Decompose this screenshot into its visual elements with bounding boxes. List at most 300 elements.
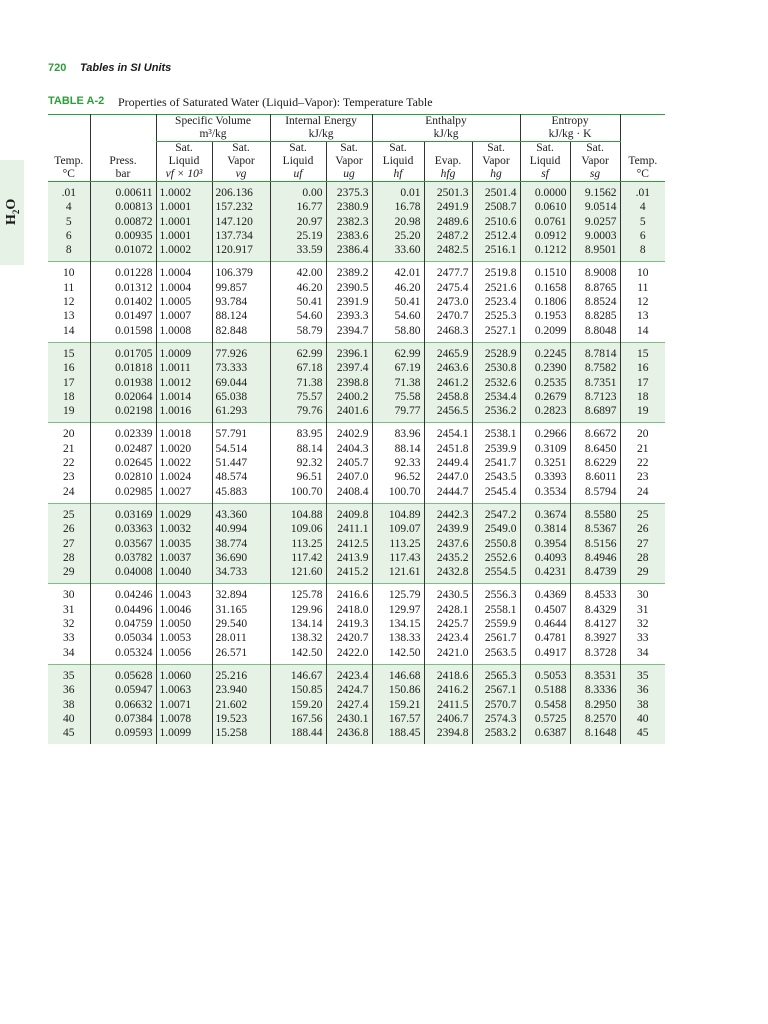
table-cell: 2463.6 [424, 361, 472, 375]
table-cell: 79.76 [270, 404, 326, 423]
table-cell: 121.61 [372, 565, 424, 584]
table-cell: 19 [48, 404, 90, 423]
table-row [48, 442, 665, 456]
table-cell: 12 [63, 296, 75, 309]
table-cell: 34 [63, 646, 75, 659]
table-cell: 33.59 [270, 243, 326, 262]
table-row [48, 309, 665, 323]
table-cell: 1.0050 [156, 617, 212, 631]
table-cell: 206.136 [212, 182, 270, 201]
table-cell: 2501.3 [424, 182, 472, 201]
table-cell: 0.4369 [520, 584, 570, 603]
table-cell: 9.1562 [570, 182, 620, 201]
table-row [48, 646, 665, 665]
table-cell: 2423.4 [424, 631, 472, 645]
table-cell: 1.0053 [156, 631, 212, 645]
col-temp2-header: Temp. °C [620, 115, 665, 182]
table-cell: 2554.5 [472, 565, 520, 584]
table-cell: 117.42 [270, 551, 326, 565]
table-row [48, 537, 665, 551]
table-cell: 20.97 [270, 215, 326, 229]
table-cell: 2435.2 [424, 551, 472, 565]
table-cell: 35 [620, 664, 665, 683]
table-cell: 2561.7 [472, 631, 520, 645]
table-cell: 2408.4 [326, 485, 372, 504]
table-cell: 14 [620, 324, 665, 343]
table-cell: 2380.9 [326, 200, 372, 214]
table-cell: 1.0002 [156, 182, 212, 201]
table-cell: 2465.9 [424, 342, 472, 361]
table-cell: 0.0912 [520, 229, 570, 243]
table-cell: 0.07384 [90, 712, 156, 726]
table-cell: 36.690 [212, 551, 270, 565]
table-cell: 82.848 [212, 324, 270, 343]
table-cell: 8.3728 [570, 646, 620, 665]
table-cell: 0.02810 [90, 470, 156, 484]
table-cell: 1.0071 [156, 698, 212, 712]
table-cell: 34.733 [212, 565, 270, 584]
table-cell: 2461.2 [424, 376, 472, 390]
table-cell: 2545.4 [472, 485, 520, 504]
table-cell: 0.04246 [90, 584, 156, 603]
table-cell: 28.011 [212, 631, 270, 645]
table-cell: 21 [620, 442, 665, 456]
table-cell: 1.0001 [156, 215, 212, 229]
table-cell: 2451.8 [424, 442, 472, 456]
table-row [48, 551, 665, 565]
table-cell: 0.00872 [90, 215, 156, 229]
table-cell: 2418.0 [326, 603, 372, 617]
table-cell: 1.0004 [156, 281, 212, 295]
table-cell: 13 [63, 310, 75, 323]
table-cell: 29 [620, 565, 665, 584]
table-cell: 20 [63, 428, 75, 441]
table-cell: 8.8285 [570, 309, 620, 323]
table-cell: 2432.8 [424, 565, 472, 584]
table-cell: 109.06 [270, 522, 326, 536]
table-cell: 2412.5 [326, 537, 372, 551]
table-row [48, 361, 665, 375]
table-cell: 2550.8 [472, 537, 520, 551]
table-cell: 2394.7 [326, 324, 372, 343]
table-cell: 2543.5 [472, 470, 520, 484]
table-cell: 8.4533 [570, 584, 620, 603]
table-cell: 8.9008 [570, 262, 620, 281]
table-cell: 83.96 [372, 423, 424, 442]
table-cell: 48.574 [212, 470, 270, 484]
table-cell: 62.99 [270, 342, 326, 361]
table-cell: 2430.5 [424, 584, 472, 603]
table-cell: 32.894 [212, 584, 270, 603]
table-cell: 2421.0 [424, 646, 472, 665]
table-cell: 0.05628 [90, 664, 156, 683]
table-cell: 113.25 [270, 537, 326, 551]
table-cell: 0.5458 [520, 698, 570, 712]
table-cell: 0.5053 [520, 664, 570, 683]
section-tab-label: $H_2O$ [4, 198, 21, 225]
table-row [48, 281, 665, 295]
table-cell: 2449.4 [424, 456, 472, 470]
row-group [48, 182, 665, 262]
row-group [48, 342, 665, 422]
table-cell: 2473.0 [424, 295, 472, 309]
table-cell: 0.02198 [90, 404, 156, 423]
table-cell: 0.00813 [90, 200, 156, 214]
table-row [48, 503, 665, 522]
table-cell: 1.0005 [156, 295, 212, 309]
table-cell: 0.5725 [520, 712, 570, 726]
table-cell: 0.3109 [520, 442, 570, 456]
table-cell: 88.14 [270, 442, 326, 456]
table-cell: 2423.4 [326, 664, 372, 683]
table-cell: 23.940 [212, 683, 270, 697]
table-cell: 2400.2 [326, 390, 372, 404]
table-cell: 0.2679 [520, 390, 570, 404]
table-cell: 0.02645 [90, 456, 156, 470]
table-cell: 2458.8 [424, 390, 472, 404]
table-cell: 121.60 [270, 565, 326, 584]
table-row [48, 726, 665, 744]
table-cell: 188.44 [270, 726, 326, 744]
table-cell: 25.19 [270, 229, 326, 243]
table-cell: 1.0037 [156, 551, 212, 565]
table-cell: 8.5794 [570, 485, 620, 504]
table-cell: 2552.6 [472, 551, 520, 565]
group-enthalpy: Enthalpy kJ/kg [372, 115, 520, 142]
table-row [48, 617, 665, 631]
table-cell: 0.09593 [90, 726, 156, 744]
row-group [48, 584, 665, 664]
table-cell: 17 [48, 376, 90, 390]
table-cell: 1.0099 [156, 726, 212, 744]
table-cell: 8.6897 [570, 404, 620, 423]
table-cell: 2444.7 [424, 485, 472, 504]
table-cell: 0.00935 [90, 229, 156, 243]
table-cell: 1.0020 [156, 442, 212, 456]
table-cell: 138.33 [372, 631, 424, 645]
table-cell: 109.07 [372, 522, 424, 536]
table-cell: 0.3251 [520, 456, 570, 470]
table-cell: 4 [48, 200, 90, 214]
table-cell: 2422.0 [326, 646, 372, 665]
table-cell: 0.4231 [520, 565, 570, 584]
table-cell: 8.2570 [570, 712, 620, 726]
table-cell: 2394.8 [424, 726, 472, 744]
table-cell: 142.50 [372, 646, 424, 665]
table-cell: 2428.1 [424, 603, 472, 617]
table-row [48, 485, 665, 504]
table-row [48, 182, 665, 201]
table-cell: 62.99 [372, 342, 424, 361]
table-cell: 0.01497 [90, 309, 156, 323]
table-cell: 9.0257 [570, 215, 620, 229]
col-hg-header: Sat. Vapor hg [472, 142, 520, 182]
table-cell: 2416.2 [424, 683, 472, 697]
table-cell: 45 [48, 726, 90, 744]
table-cell: 1.0009 [156, 342, 212, 361]
table-cell: 25.216 [212, 664, 270, 683]
table-cell: 24 [63, 485, 75, 498]
table-cell: 0.4644 [520, 617, 570, 631]
table-cell: 8.3336 [570, 683, 620, 697]
table-cell: 2510.6 [472, 215, 520, 229]
table-cell: 2482.5 [424, 243, 472, 262]
table-cell: 2425.7 [424, 617, 472, 631]
table-cell: 2541.7 [472, 456, 520, 470]
table-cell: 134.14 [270, 617, 326, 631]
row-group [48, 262, 665, 342]
table-cell: 27 [620, 537, 665, 551]
table-cell: 125.79 [372, 584, 424, 603]
table-cell: 146.67 [270, 664, 326, 683]
table-cell: 0.01072 [90, 243, 156, 262]
saturated-water-table [48, 114, 665, 744]
table-row [48, 215, 665, 229]
table-row [48, 522, 665, 536]
table-cell: 2442.3 [424, 503, 472, 522]
table-cell: 2530.8 [472, 361, 520, 375]
table-cell: 2454.1 [424, 423, 472, 442]
table-cell: 0.03363 [90, 522, 156, 536]
table-cell: 31 [63, 603, 75, 616]
table-cell: 1.0011 [156, 361, 212, 375]
table-cell: 2477.7 [424, 262, 472, 281]
table-cell: 30 [63, 589, 75, 602]
table-cell: 73.333 [212, 361, 270, 375]
table-cell: 8.3927 [570, 631, 620, 645]
table-header [48, 115, 665, 182]
table-cell: 67.18 [270, 361, 326, 375]
table-cell: 1.0043 [156, 584, 212, 603]
table-cell: 2413.9 [326, 551, 372, 565]
table-cell: 16.78 [372, 200, 424, 214]
table-cell: 54.514 [212, 442, 270, 456]
table-cell: 0.0761 [520, 215, 570, 229]
table-cell: 79.77 [372, 404, 424, 423]
table-cell: 26.571 [212, 646, 270, 665]
table-cell: 28 [48, 551, 90, 565]
table-row [48, 229, 665, 243]
table-cell: 104.88 [270, 503, 326, 522]
table-cell: 8.6229 [570, 456, 620, 470]
table-cell: 2563.5 [472, 646, 520, 665]
table-cell: 5 [48, 215, 90, 229]
table-cell: 0.1953 [520, 309, 570, 323]
table-cell: 2390.5 [326, 281, 372, 295]
table-cell: 1.0014 [156, 390, 212, 404]
table-cell: 120.917 [212, 243, 270, 262]
table-row [48, 456, 665, 470]
table-cell: 0.05947 [90, 683, 156, 697]
table-cell: 8.4329 [570, 603, 620, 617]
table-cell: 32 [620, 617, 665, 631]
table-cell: 1.0027 [156, 485, 212, 504]
table-cell: 26 [620, 522, 665, 536]
table-cell: 2501.4 [472, 182, 520, 201]
table-cell: 19 [620, 404, 665, 423]
table-cell: 92.32 [270, 456, 326, 470]
table-cell: 54.60 [372, 309, 424, 323]
table-cell: 2559.9 [472, 617, 520, 631]
table-cell: 1.0078 [156, 712, 212, 726]
col-sg-header: Sat. Vapor sg [570, 142, 620, 182]
table-cell: 2419.3 [326, 617, 372, 631]
table-cell: 92.33 [372, 456, 424, 470]
table-cell: 2396.1 [326, 342, 372, 361]
table-cell: 0.1658 [520, 281, 570, 295]
table-row [48, 243, 665, 262]
table-cell: 8.8524 [570, 295, 620, 309]
table-row [48, 712, 665, 726]
table-cell: 0.3954 [520, 537, 570, 551]
table-cell: 0.4093 [520, 551, 570, 565]
table-cell: 27 [48, 537, 90, 551]
table-cell: 18 [620, 390, 665, 404]
table-cell: 2583.2 [472, 726, 520, 744]
table-cell: 0.2823 [520, 404, 570, 423]
table-cell: 83.95 [270, 423, 326, 442]
table-cell: 125.78 [270, 584, 326, 603]
table-cell: 0.6387 [520, 726, 570, 744]
table-cell: 2436.8 [326, 726, 372, 744]
table-cell: 2407.0 [326, 470, 372, 484]
table-cell: 113.25 [372, 537, 424, 551]
table-cell: 18 [48, 390, 90, 404]
table-cell: 146.68 [372, 664, 424, 683]
table-id: TABLE A-2 [48, 95, 105, 107]
table-cell: 23 [620, 470, 665, 484]
table-cell: 11 [620, 281, 665, 295]
col-temp-header: Temp. °C [48, 115, 90, 182]
table-cell: 20.98 [372, 215, 424, 229]
table-cell: 2567.1 [472, 683, 520, 697]
table-cell: 99.857 [212, 281, 270, 295]
table-cell: 1.0063 [156, 683, 212, 697]
table-cell: 51.447 [212, 456, 270, 470]
table-cell: 14 [63, 324, 75, 337]
group-entropy: Entropy kJ/kg · K [520, 115, 620, 142]
table-cell: 150.86 [372, 683, 424, 697]
table-cell: 0.04759 [90, 617, 156, 631]
col-vf-header: Sat. Liquid vf × 10³ [156, 142, 212, 182]
table-cell: 21 [63, 442, 75, 455]
table-cell: 2391.9 [326, 295, 372, 309]
table-cell: 129.96 [270, 603, 326, 617]
table-cell: 2475.4 [424, 281, 472, 295]
table-cell: 2489.6 [424, 215, 472, 229]
page-section-title: Tables in SI Units [80, 62, 172, 74]
table-cell: 75.58 [372, 390, 424, 404]
table-cell: 167.57 [372, 712, 424, 726]
table-cell: 46.20 [270, 281, 326, 295]
table-cell: 2558.1 [472, 603, 520, 617]
table-cell: 38 [48, 698, 90, 712]
table-cell: 0.00611 [90, 182, 156, 201]
table-cell: 0.3674 [520, 503, 570, 522]
table-cell: 2375.3 [326, 182, 372, 201]
table-cell: 4 [620, 200, 665, 214]
table-cell: 2383.6 [326, 229, 372, 243]
table-cell: 167.56 [270, 712, 326, 726]
table-cell: 8.4127 [570, 617, 620, 631]
table-row [48, 404, 665, 423]
table-cell: 40 [620, 712, 665, 726]
table-cell: 16.77 [270, 200, 326, 214]
table-cell: 2424.7 [326, 683, 372, 697]
table-cell: 8.6450 [570, 442, 620, 456]
table-cell: 100.70 [372, 485, 424, 504]
table-cell: 88.124 [212, 309, 270, 323]
table-cell: 2397.4 [326, 361, 372, 375]
table-cell: 42.00 [270, 262, 326, 281]
table-cell: 8.4946 [570, 551, 620, 565]
table-cell: 8.1648 [570, 726, 620, 744]
table-cell: 32 [63, 618, 75, 631]
table-cell: 1.0032 [156, 522, 212, 536]
table-row [48, 423, 665, 442]
table-cell: 2447.0 [424, 470, 472, 484]
table-cell: 8.5580 [570, 503, 620, 522]
table-cell: 2574.3 [472, 712, 520, 726]
table-cell: 0.0000 [520, 182, 570, 201]
table-cell: 0.2245 [520, 342, 570, 361]
table-cell: 100.70 [270, 485, 326, 504]
table-row [48, 324, 665, 343]
table-cell: 0.01402 [90, 295, 156, 309]
table-cell: 96.51 [270, 470, 326, 484]
table-cell: 0.2966 [520, 423, 570, 442]
table-cell: 21.602 [212, 698, 270, 712]
table-cell: .01 [48, 182, 90, 201]
table-cell: 15.258 [212, 726, 270, 744]
table-cell: 150.85 [270, 683, 326, 697]
table-cell: 2393.3 [326, 309, 372, 323]
table-cell: 2547.2 [472, 503, 520, 522]
table-cell: 1.0022 [156, 456, 212, 470]
col-ug-header: Sat. Vapor ug [326, 142, 372, 182]
table-cell: 8.9501 [570, 243, 620, 262]
table-cell: 25 [48, 503, 90, 522]
table-cell: 15 [48, 342, 90, 361]
table-cell: 2523.4 [472, 295, 520, 309]
table-cell: 0.00 [270, 182, 326, 201]
table-cell: 28 [620, 551, 665, 565]
table-cell: 0.02064 [90, 390, 156, 404]
table-cell: 30 [620, 584, 665, 603]
table-cell: 1.0060 [156, 664, 212, 683]
table-cell: 31 [620, 603, 665, 617]
col-hf-header: Sat. Liquid hf [372, 142, 424, 182]
table-cell: 159.20 [270, 698, 326, 712]
table-cell: 188.45 [372, 726, 424, 744]
table-cell: 2525.3 [472, 309, 520, 323]
table-cell: 26 [48, 522, 90, 536]
table-cell: 2406.7 [424, 712, 472, 726]
table-cell: 50.41 [372, 295, 424, 309]
table-cell: 2536.2 [472, 404, 520, 423]
table-cell: 1.0056 [156, 646, 212, 665]
table-cell: 71.38 [372, 376, 424, 390]
table-cell: 71.38 [270, 376, 326, 390]
table-cell: 0.06632 [90, 698, 156, 712]
table-cell: 0.0610 [520, 200, 570, 214]
table-cell: 104.89 [372, 503, 424, 522]
table-cell: 2386.4 [326, 243, 372, 262]
table-cell: 0.01598 [90, 324, 156, 343]
table-cell: 31.165 [212, 603, 270, 617]
table-cell: 69.044 [212, 376, 270, 390]
table-cell: 2420.7 [326, 631, 372, 645]
